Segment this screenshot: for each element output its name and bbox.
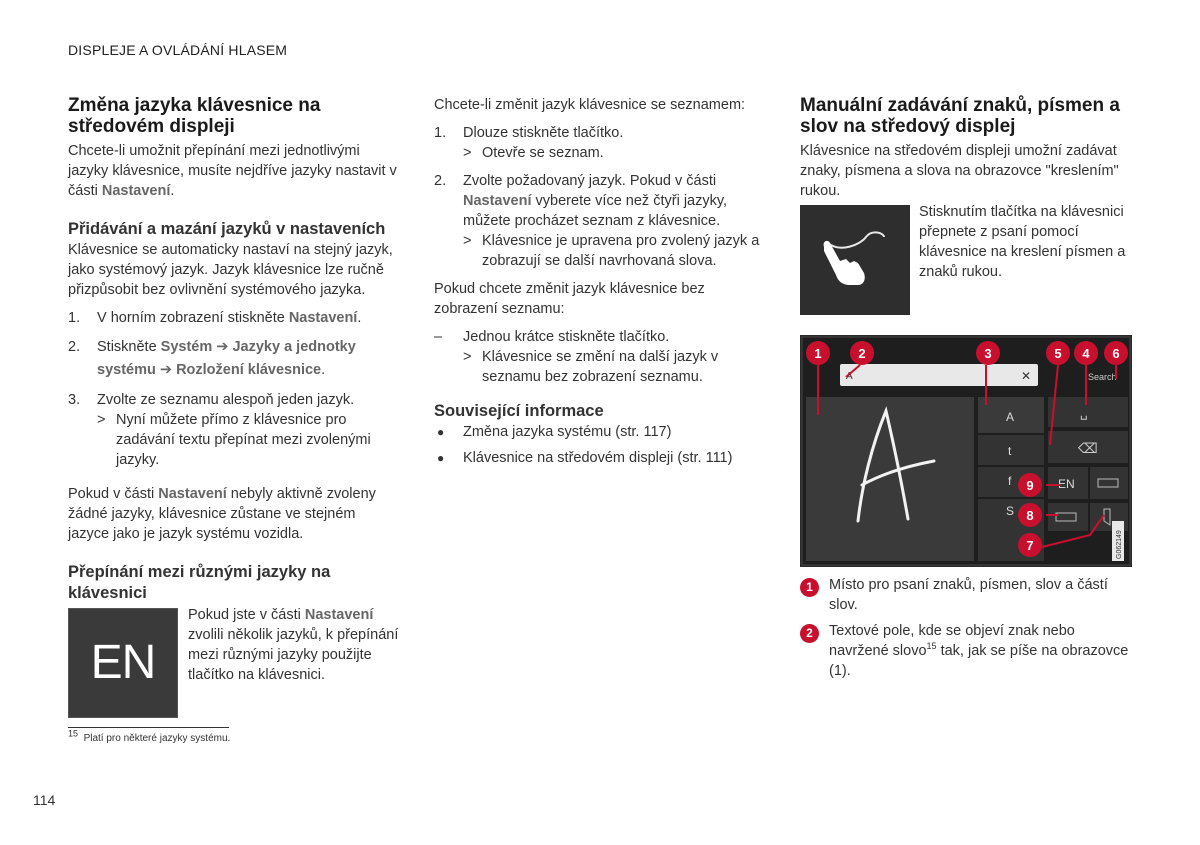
section-title-handwriting: Manuální zadávání znaků, písmen a slov na středový displej — [800, 95, 1120, 137]
column-left — [68, 95, 400, 718]
handwriting-area — [806, 397, 974, 561]
svg-text:6: 6 — [1112, 346, 1120, 361]
text-field-value: A — [846, 371, 853, 382]
search-label: Search — [1088, 372, 1117, 382]
step-3: 3. Zvolte ze seznamu alespoň jeden jazyk. — [68, 392, 355, 408]
svg-text:5: 5 — [1054, 346, 1062, 361]
section-title-keyboard-language: Změna jazyka klávesnice na středovém displeji — [68, 95, 321, 137]
add-remove-paragraph: Klávesnice se automaticky nastaví na stejný jazyk, jako systémový jazyk. Jazyk klávesnice lze ručně přizpůsobit bez ovlivnění systémového jazyka. — [68, 242, 393, 298]
hand-draw-icon — [800, 205, 910, 315]
arrow-right-icon: ➔ — [216, 339, 229, 355]
column-right — [800, 95, 1135, 681]
svg-text:9: 9 — [1026, 478, 1034, 493]
list-step-1: 1. Dlouze stiskněte tlačítko. — [434, 125, 624, 141]
related-link-system-language[interactable]: ● Změna jazyka systému (str. 117) — [437, 424, 672, 440]
dash-item: – Jednou krátce stiskněte tlačítko. — [434, 329, 670, 345]
svg-text:7: 7 — [1026, 538, 1034, 553]
handwriting-button-text: Stisknutím tlačítka na klávesnici přepnete z psaní pomocí klávesnice na kreslení písmen a znaků rukou. — [919, 204, 1126, 280]
section-header: DISPLEJE A OVLÁDÁNÍ HLASEM — [68, 42, 288, 58]
column-middle — [434, 95, 764, 468]
subheading-add-remove: Přidávání a mazání jazyků v nastaveních — [68, 220, 386, 238]
step-3-result: > Nyní můžete přímo z klávesnice pro zadávání textu přepínat mezi zvolenými jazyky. — [97, 412, 371, 468]
svg-text:8: 8 — [1026, 508, 1034, 523]
suggestion-item: t — [1008, 444, 1012, 458]
footnote: $^{15}$ Platí pro některé jazyky systému. — [68, 728, 231, 744]
svg-text:3: 3 — [984, 346, 992, 361]
callout-2-description: 2 Textové pole, kde se objeví znak nebo navržené slovo$^{15}$ tak, jak se píše na obrazovce (1). — [800, 621, 1135, 681]
suggestion-item: f — [1008, 474, 1012, 488]
clear-icon: ✕ — [1021, 369, 1032, 383]
suggestion-item: S — [1006, 504, 1015, 518]
handwriting-button-illustration — [800, 205, 910, 315]
switch-languages-paragraph: Pokud jste v části Nastavení zvolili několik jazyků, k přepínání mezi různými jazyky použijte tlačítko na klávesnici. — [188, 607, 399, 683]
bullet-icon: ● — [437, 425, 445, 439]
no-list-paragraph: Pokud chcete změnit jazyk klávesnice bez zobrazení seznamu: — [434, 281, 705, 317]
suggestion-item: A — [1006, 410, 1015, 424]
handwriting-intro: Klávesnice na středovém displeji umožní zadávat znaky, písmena a slova na obrazovce "kreslením" rukou. — [800, 143, 1119, 199]
dash-item-result: > Klávesnice se změní na další jazyk v seznamu bez zobrazení seznamu. — [463, 349, 719, 385]
arrow-right-icon: ➔ — [159, 362, 173, 378]
footnote-divider — [68, 727, 229, 728]
svg-text:2: 2 — [858, 346, 866, 361]
figure-code: G062149 — [1116, 530, 1123, 559]
list-step-2: 2. Zvolte požadovaný jazyk. Pokud v části Nastavení vyberete více než čtyři jazyky, můžete procházet seznam z klávesnice. — [434, 173, 728, 229]
handwriting-keyboard-figure — [800, 335, 1132, 567]
list-intro: Chcete-li změnit jazyk klávesnice se seznamem: — [434, 97, 746, 113]
footnote-ref[interactable]: 15 — [926, 641, 937, 652]
callout-1-description: 1 Místo pro psaní znaků, písmen, slov a částí slov. — [800, 575, 1135, 615]
callout-badge: 2 — [800, 624, 819, 643]
related-info-title: Související informace — [434, 402, 604, 420]
page-number: 114 — [33, 792, 56, 808]
text-field — [840, 364, 1038, 386]
list-step-1-result: > Otevře se seznam. — [463, 145, 604, 161]
backspace-icon: ⌫ — [1078, 441, 1098, 457]
step-2: 2. Stiskněte Systém ➔ Jazyky a jednotky systému ➔ Rozložení klávesnice. — [68, 339, 356, 378]
callout-badge: 1 — [800, 578, 819, 597]
subheading-switch-languages: Přepínání mezi různými jazyky na klávesnici — [68, 563, 331, 602]
svg-text:4: 4 — [1082, 346, 1090, 361]
space-key: ␣ — [1080, 406, 1088, 420]
en-button-illustration: EN — [68, 608, 178, 718]
svg-text:1: 1 — [814, 346, 822, 361]
intro-paragraph: Chcete-li umožnit přepínání mezi jednotlivými jazyky klávesnice, musíte nejdříve jazyky nastavit v části Nastavení. — [68, 143, 397, 199]
list-step-2-result: > Klávesnice je upravena pro zvolený jazyk a zobrazují se další navrhovaná slova. — [463, 233, 760, 269]
settings-link: Nastavení — [101, 183, 171, 199]
note-paragraph: Pokud v části Nastavení nebyly aktivně zvoleny žádné jazyky, klávesnice zůstane ve stejném jazyce jako je jazyk systému vozidla. — [68, 486, 376, 542]
en-key: EN — [1058, 477, 1075, 491]
step-1: 1. V horním zobrazení stiskněte Nastavení. — [68, 310, 362, 326]
related-link-keyboard[interactable]: ● Klávesnice na středovém displeji (str. 111) — [437, 450, 733, 466]
bullet-icon: ● — [437, 451, 445, 465]
